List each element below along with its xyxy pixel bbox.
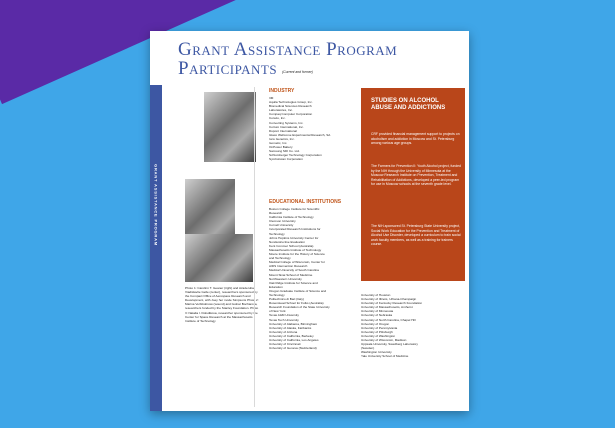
column-divider	[254, 87, 255, 407]
industry-heading: INDUSTRY	[269, 88, 295, 94]
photo-caption: Photo 1: Carolinn T. Geaner (right) and Azaderubar Viadislavite Gelle (center), researchers sponsored by the Compact Office of Aerospace Research and Development, with Joey her mode Simpsons Photo 2: Marina Verbitskinow (wound) and Gulnar Bocharova, researchers funded by the Stanley Foundation. Photo 3: Natalia I. Dolsdikova, researcher sponsored by the Center for Space Research at the Massachusetts Institute of Technology	[185, 286, 259, 323]
right-university-list: University of Houston University of Illinois, Urbana-Champaign University of Kentucky Research Foundation University of Massachusetts, Amherst University of Minnesota University of Nebraska University of North Carolina, Chapel Hill University of Oregon University of Pennsylvania University of Pittsburgh University of Washington University of Wisconsin, Madison Uppsala University, Swedberg Laboratory (Sweden) Washington University Yale University School of Medicine	[361, 293, 423, 359]
side-band	[150, 85, 162, 411]
page-subtitle: (Current and former)	[282, 70, 313, 74]
box-title: STUDIES ON ALCOHOL ABUSE AND ADDICTIONS	[371, 98, 446, 111]
industry-list: 3M Aquila Technologies Group, Inc. Biomedical Sciences Research Laboratories, Inc. Compaq Computer Corporation Corazo, Inc. Converting Systems, Inc. Cortum International, Inc. Dupont International Glaxo Wellcome Experimental Research, SA Ions Genetics, Inc. Isometic, Inc. OnPower Battery Samsung SDI Co. Ltd. Schlumberger Technology Corporation Symbolscan Corporation	[269, 96, 331, 162]
photo-3	[185, 234, 253, 282]
page-title-line2: Participants	[178, 58, 278, 79]
side-label: GRANT ASSISTANCE PROGRAM	[153, 164, 159, 246]
photo-1	[204, 92, 256, 162]
box-paragraph-3: The NIH-sponsored St. Petersburg State University project, Social Work Education for the Prevention and Treatment of Alcohol Use Disorder, developed a curriculum to train social work faculty members, as well as a training for trainers course.	[371, 224, 461, 246]
sidebar-box	[361, 88, 465, 281]
document-page	[150, 31, 469, 411]
box-paragraph-2: The Farmers for Prevention II: Youth Alcohol project, funded by the NIH through the University of Minnesota at the Moscow Research Institute on Prevention, Treatment and Rehabilitation of Addictions, developed a peer-led program for use in Moscow schools at the seventh grade level.	[371, 164, 461, 186]
box-paragraph-1: CRF provided financial management support to projects on alcoholism and addiction in Moscow and St. Petersburg among various age groups.	[371, 132, 460, 145]
page-title-line1: Grant Assistance Program	[178, 39, 398, 60]
education-heading: EDUCATIONAL INSTITUTIONS	[269, 199, 342, 205]
education-list: Boston College Institute for Scientific Research California Institute of Technology Clemson University Cornell University Incorporated Research Institutions for Technology Johns Hopkins University Center for Nondestructive Evaluation Kent Commer School (Australia) Massachusetts Institute of Technology Moore Institute for the History of Science and Technology Medical College of Wisconsin, Center for AIDS Intervention Research Medical University of South Carolina Mount Sinai School of Medicine Northwestern University Oak Ridge Institute for Science and Education Oregon Graduate Institute of Science and Technology Politechnico di Bari (Italy) Rosenstead School for Folks (Australia) Research Foundation of the State University of New York Texas A&M University Texas Tech University University of Alabama, Birmingham University of Alaska, Fairbanks University of Arizona University of California, Berkeley University of California, Los Angeles University of Cincinnati University of Geneva (Switzerland)	[269, 207, 330, 351]
